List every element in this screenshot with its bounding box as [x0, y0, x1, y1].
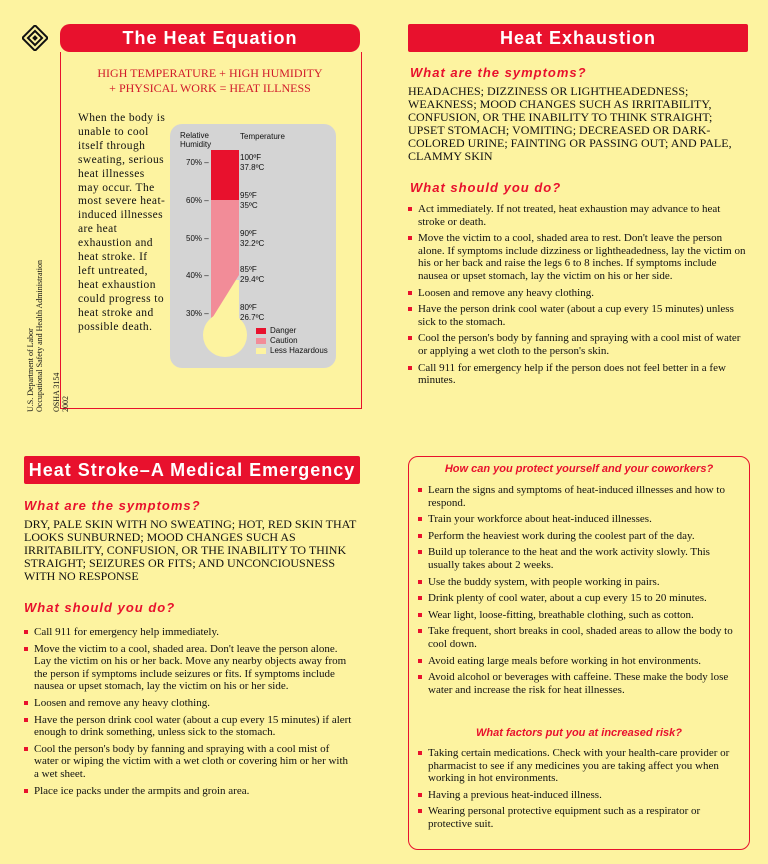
temp-label-100: 100ºF 37.8ºC — [240, 153, 265, 172]
temperature-column-label: Temperature — [240, 132, 285, 141]
heat-equation-banner: The Heat Equation — [60, 24, 360, 52]
osha-logo-icon — [22, 25, 48, 51]
stroke-symptoms-heading: What are the symptoms? — [24, 498, 201, 513]
temp-label-85: 85ºF 29.4ºC — [240, 265, 265, 284]
temp-label-90: 90ºF 32.2ºC — [240, 229, 265, 248]
list-item: Have the person drink cool water (about a cup every 15 minutes) unless sick to the stomach. — [408, 303, 746, 328]
humidity-tick-30: 30% – — [186, 309, 209, 318]
list-item: Move the victim to a cool, shaded area. Don't leave the person alone. Lay the victim on his or her back. Move any nearby objects away from the person if symptoms include seizures or fits. If symptoms include nausea or upset stomach, lay the victim on his or her side. — [24, 643, 354, 693]
legend-less-hazardous: Less Hazardous — [256, 346, 328, 356]
list-item: Use the buddy system, with people working in pairs. — [418, 576, 744, 589]
list-item: Loosen and remove any heavy clothing. — [408, 287, 746, 300]
equation-line-2: + PHYSICAL WORK = HEAT ILLNESS — [109, 81, 311, 95]
list-item: Move the victim to a cool, shaded area to rest. Don't leave the person alone. If symptoms include dizziness or lightheadedness, lay the victim on his or her back and raise the legs 6 to 8 inches. If symptoms include nausea or upset stomach, lay the victim on his or her side. — [408, 232, 746, 282]
list-item: Take frequent, short breaks in cool, shaded areas to allow the body to cool down. — [418, 625, 744, 650]
stroke-actions-list — [24, 626, 354, 801]
list-item: Call 911 for emergency help immediately. — [24, 626, 354, 639]
list-item: Learn the signs and symptoms of heat-induced illnesses and how to respond. — [418, 484, 744, 509]
temp-label-80: 80ºF 26.7ºC — [240, 303, 265, 322]
legend-caution: Caution — [256, 336, 328, 346]
risk-list — [418, 747, 744, 835]
humidity-tick-50: 50% – — [186, 234, 209, 243]
temp-label-95: 95ºF 35ºC — [240, 191, 258, 210]
list-item: Train your workforce about heat-induced illnesses. — [418, 513, 744, 526]
list-item: Perform the heaviest work during the coolest part of the day. — [418, 530, 744, 543]
list-item: Having a previous heat-induced illness. — [418, 789, 744, 802]
humidity-tick-70: 70% – — [186, 158, 209, 167]
list-item: Taking certain medications. Check with your health-care provider or pharmacist to see if any medicines you are taking affect you when working in hot environments. — [418, 747, 744, 785]
humidity-column-label: Relative Humidity — [180, 131, 212, 149]
list-item: Loosen and remove any heavy clothing. — [24, 697, 354, 710]
list-item: Place ice packs under the armpits and groin area. — [24, 785, 354, 798]
exhaustion-actions-list — [408, 203, 746, 391]
list-item: Wear light, loose-fitting, breathable clothing, such as cotton. — [418, 609, 744, 622]
list-item: Call 911 for emergency help if the person does not feel better in a few minutes. — [408, 362, 746, 387]
list-item: Cool the person's body by fanning and spraying with a cool mist of water or wiping the victim with a wet cloth or covering him or her with a wet sheet. — [24, 743, 354, 781]
protect-list — [418, 484, 744, 700]
exhaustion-symptoms-text: HEADACHES; DIZZINESS OR LIGHTHEADEDNESS; WEAKNESS; MOOD CHANGES SUCH AS IRRITABILITY, CONFUSION, OR THE INABILITY TO THINK STRAIGHT; UPSET STOMACH; VOMITING; DECREASED OR DARK-COLORED URINE; FAINTING OR PASSING OUT; AND PALE, CLAMMY SKIN — [408, 84, 732, 163]
risk-heading: What factors put you at increased risk? — [476, 727, 682, 739]
exhaustion-symptoms-heading: What are the symptoms? — [410, 65, 587, 80]
publisher-side-text — [26, 232, 70, 412]
publication-number: OSHA 3154 — [52, 372, 61, 412]
humidity-tick-60: 60% – — [186, 196, 209, 205]
stroke-symptoms-text: DRY, PALE SKIN WITH NO SWEATING; HOT, RED SKIN THAT LOOKS SUNBURNED; MOOD CHANGES SUCH AS IRRITABILITY, CONFUSION, OR THE INABILITY TO THINK STRAIGHT; SEIZURES OR FITS; AND UNCONCIOUSNESS WITH NO RESPONSE — [24, 517, 357, 583]
list-item: Avoid alcohol or beverages with caffeine. These make the body lose water and increase the risk for heat illnesses. — [418, 671, 744, 696]
list-item: Drink plenty of cool water, about a cup every 15 to 20 minutes. — [418, 592, 744, 605]
list-item: Avoid eating large meals before working in hot environments. — [418, 655, 744, 668]
publisher-agency: Occupational Safety and Health Administration — [35, 260, 44, 412]
list-item: Wearing personal protective equipment such as a respirator or protective suit. — [418, 805, 744, 830]
heat-exhaustion-banner: Heat Exhaustion — [408, 24, 748, 52]
equation-line-1: HIGH TEMPERATURE + HIGH HUMIDITY — [97, 66, 323, 80]
thermometer-legend — [256, 326, 328, 356]
heat-equation-body: When the body is unable to cool itself through sweating, serious heat illnesses may occur. The most severe heat-induced illnesses are heat exhaustion and heat stroke. If left untreated, heat exhaustion could progress to heat stroke and possible death. — [78, 112, 166, 333]
publisher-dept: U.S. Department of Labor — [26, 328, 35, 412]
protect-heading: How can you protect yourself and your coworkers? — [444, 463, 714, 475]
heat-stroke-banner: Heat Stroke–A Medical Emergency — [24, 456, 360, 484]
stroke-actions-heading: What should you do? — [24, 600, 176, 615]
tube-danger-zone — [211, 150, 239, 200]
publication-year: 2002 — [61, 396, 70, 412]
legend-danger: Danger — [256, 326, 328, 336]
list-item: Act immediately. If not treated, heat exhaustion may advance to heat stroke or death. — [408, 203, 746, 228]
list-item: Cool the person's body by fanning and spraying with a cool mist of water or applying a wet cloth to the person's skin. — [408, 332, 746, 357]
humidity-tick-40: 40% – — [186, 271, 209, 280]
exhaustion-actions-heading: What should you do? — [410, 180, 562, 195]
list-item: Build up tolerance to the heat and the work activity slowly. This usually takes about 2 weeks. — [418, 546, 744, 571]
list-item: Have the person drink cool water (about a cup every 15 minutes) if alert enough to drink something, unless sick to the stomach. — [24, 714, 354, 739]
